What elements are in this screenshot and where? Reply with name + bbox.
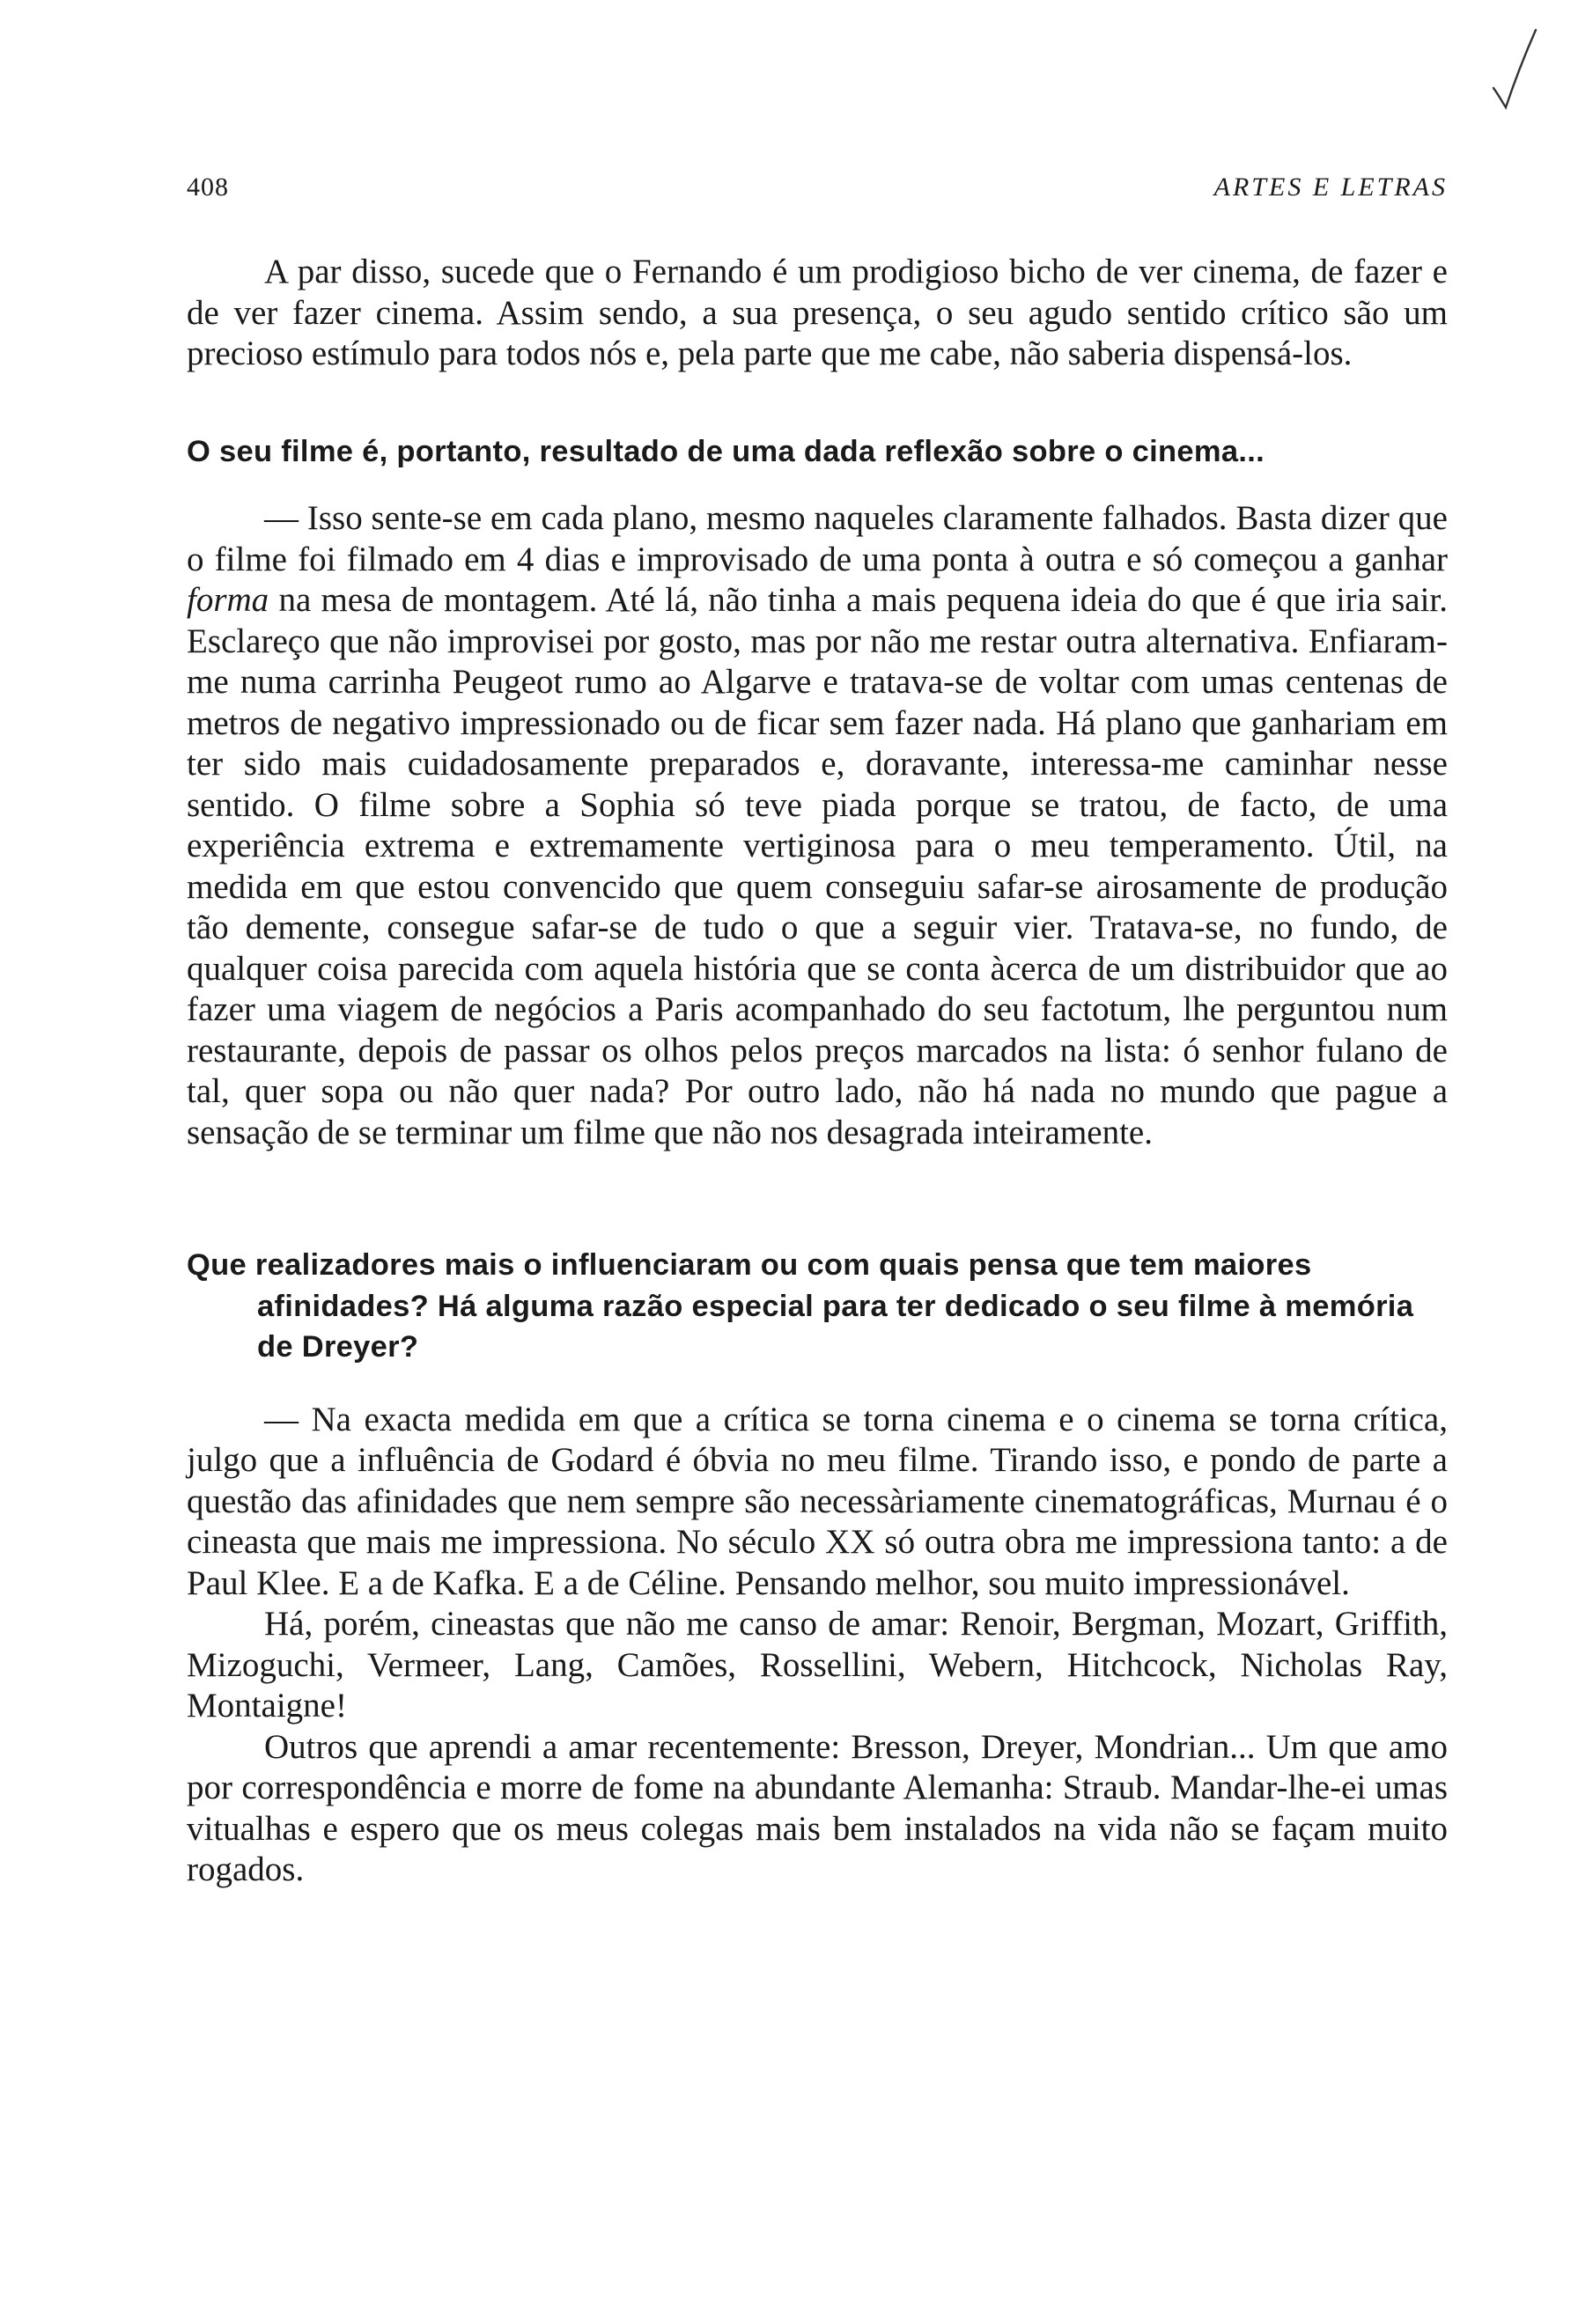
answer-text: — Isso sente-se em cada plano, mesmo naqueles claramente falhados. Basta dizer que o filme foi filmado em 4 dias e improvisado de uma ponta à outra e só começou a ganhar xyxy=(187,499,1448,578)
question-heading: Que realizadores mais o influenciaram ou com quais pensa que tem maiores afinidades? Há alguma razão especial para ter dedicado o seu filme à memória de Dreyer? xyxy=(187,1248,1414,1364)
answer-paragraph: — Na exacta medida em que a crítica se torna cinema e o cinema se torna crítica, julgo que a influência de Godard é óbvia no meu filme. Tirando isso, e pondo de parte a questão das afinidades que nem sempre são necessàriamente cinematográficas, Murnau é o cineasta que mais me impressiona. No século XX só outra obra me impressiona tanto: a de Paul Klee. E a de Kafka. E a de Céline. Pensando melhor, sou muito impressionável. xyxy=(187,1400,1448,1602)
answer-paragraph xyxy=(187,498,1448,1153)
answer-paragraph: Outros que aprendi a amar recentemente: Bresson, Dreyer, Mondrian... Um que amo por correspondência e morre de fome na abundante Alemanha: Straub. Mandar-lhe-ei umas vitualhas e espero que os meus colegas mais bem instalados na vida não se façam muito rogados. xyxy=(187,1727,1448,1888)
answer-paragraph: Há, porém, cineastas que não me canso de amar: Renoir, Bergman, Mozart, Griffith, Mizoguchi, Vermeer, Lang, Camões, Rossellini, Webern, Hitchcock, Nicholas Ray, Montaigne! xyxy=(187,1605,1448,1725)
running-head xyxy=(187,173,1448,211)
question-heading: O seu filme é, portanto, resultado de uma dada reflexão sobre o cinema... xyxy=(187,434,1265,468)
answer-text: na mesa de montagem. Até lá, não tinha a mais pequena ideia do que é que iria sair. Esclareço que não improvisei por gosto, mas por não me restar outra alternativa. Enfiaram-me numa carrinha Peugeot rumo ao Algarve e tratava-se de voltar com umas centenas de metros de negativo impressionado ou de ficar sem fazer nada. Há plano que ganhariam em ter sido mais cuidadosamente preparados e, doravante, interessa-me caminhar nesse sentido. O filme sobre a Sophia só teve piada porque se tratou, de facto, de uma experiência extrema e extremamente vertiginosa para o meu temperamento. Útil, na medida em que estou convencido que quem conseguiu safar-se airosamente de produção tão demente, consegue safar-se de tudo o que a seguir vier. Tratava-se, no fundo, de qualquer coisa parecida com aquela história que se conta àcerca de um distribuidor que ao fazer uma viagem de negócios a Paris acompanhado do seu factotum, lhe perguntou num restaurante, depois de passar os olhos pelos preços marcados na lista: ó senhor fulano de tal, quer sopa ou não quer nada? Por outro lado, não há nada no mundo que pague a sensação de se terminar um filme que não nos desagrada inteiramente. xyxy=(187,581,1448,1151)
article-body xyxy=(187,252,1448,1891)
page-number: 408 xyxy=(187,173,229,202)
journal-title: ARTES E LETRAS xyxy=(1213,173,1448,202)
handwritten-check-mark xyxy=(1488,25,1541,113)
intro-paragraph: A par disso, sucede que o Fernando é um prodigioso bicho de ver cinema, de fazer e de ver fazer cinema. Assim sendo, a sua presença, o seu agudo sentido crítico são um precioso estímulo para todos nós e, pela parte que me cabe, não saberia dispensá-los. xyxy=(187,253,1448,372)
answer-emphasis: forma xyxy=(187,581,269,619)
